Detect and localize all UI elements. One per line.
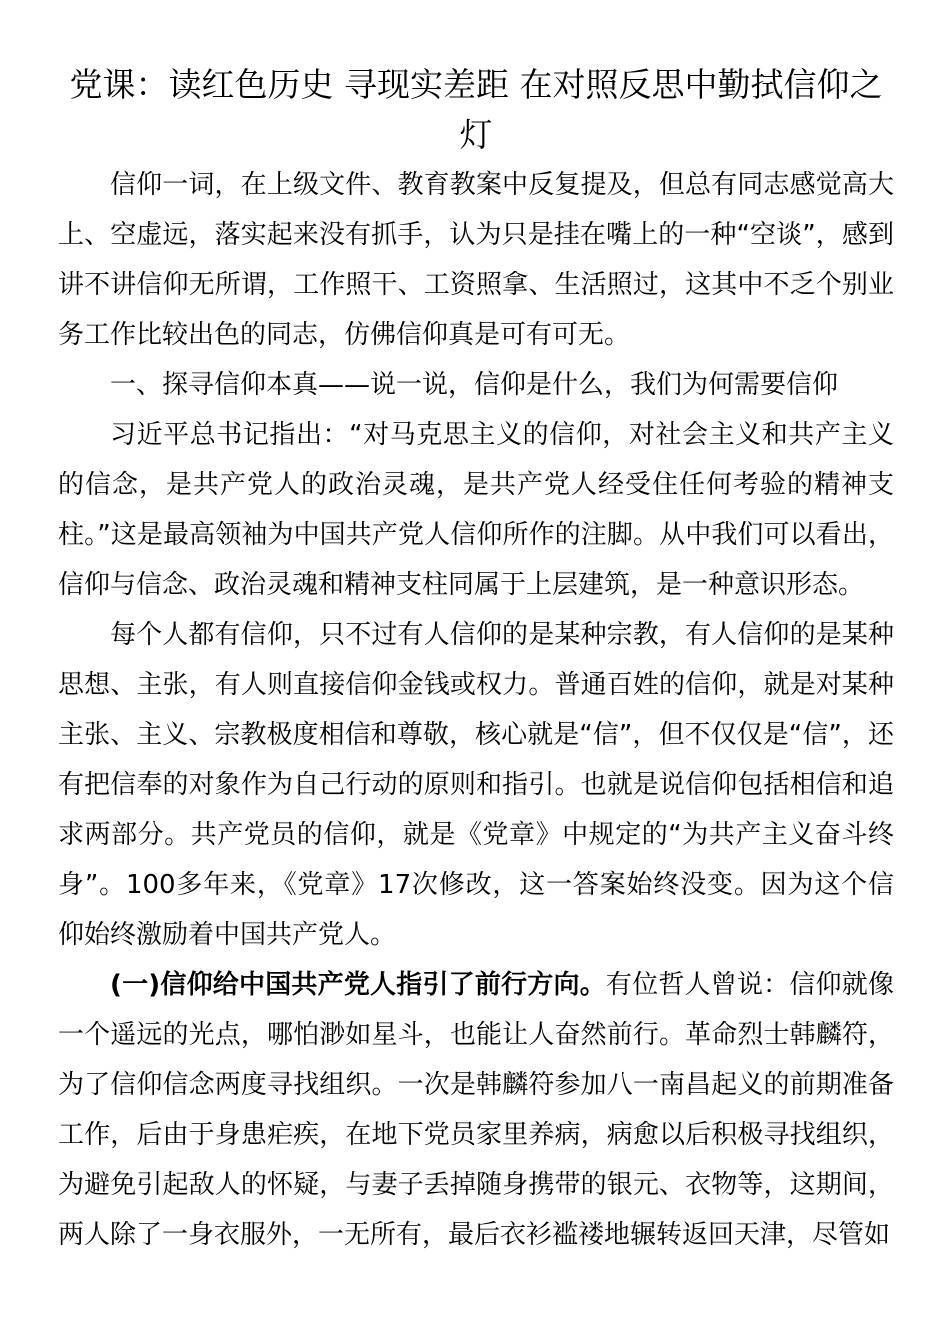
section-heading-1: 一、探寻信仰本真——说一说，信仰是什么，我们为何需要信仰 [110, 370, 839, 400]
paragraph-quote: 习近平总书记指出：“对马克思主义的信仰，对社会主义和共产主义的信念，是共产党人的政治灵魂，是共产党人经受住任何考验的精神支柱。”这是最高领袖为中国共产党人信仰所作的注脚。从中我们可以看出，信仰与信念、政治灵魂和精神支柱同属于上层建筑，是一种意识形态。 [58, 420, 894, 600]
paragraph-belief: 每个人都有信仰，只不过有人信仰的是某种宗教，有人信仰的是某种思想、主张，有人则直接信仰金钱或权力。普通百姓的信仰，就是对某种主张、主义、宗教极度相信和尊敬，核心就是“信”，但不仅仅是“信”，还有把信奉的对象作为自己行动的原则和指引。也就是说信仰包括相信和追求两部分。共产党员的信仰，就是《党章》中规定的“为共产主义奋斗终身”。100多年来，《党章》17次修改，这一答案始终没变。因为这个信仰始终激励着中国共产党人。 [58, 620, 894, 950]
subsection-lead: (一)信仰给中国共产党人指引了前行方向。 [110, 970, 606, 1000]
document-title: 党课：读红色历史 寻现实差距 在对照反思中勤拭信仰之灯 [69, 65, 883, 154]
subsection-body: 有位哲人曾说：信仰就像一个遥远的光点，哪怕渺如星斗，也能让人奋然前行。革命烈士韩麟符，为了信仰信念两度寻找组织。一次是韩麟符参加八一南昌起义的前期准备工作，后由于身患疟疾，在地下党员家里养病，病愈以后积极寻找组织，为避免引起敌人的怀疑，与妻子丢掉随身携带的银元、衣物等，这期间，两人除了一身衣服外，一无所有，最后衣衫褴褛地辗转返回天津，尽管如 [58, 970, 894, 1250]
paragraph-intro: 信仰一词，在上级文件、教育教案中反复提及，但总有同志感觉高大上、空虚远，落实起来没有抓手，认为只是挂在嘴上的一种“空谈”，感到讲不讲信仰无所谓，工作照干、工资照拿、生活照过，这其中不乏个别业务工作比较出色的同志，仿佛信仰真是可有可无。 [58, 170, 894, 350]
paragraph-subsection-1 [58, 960, 894, 1260]
